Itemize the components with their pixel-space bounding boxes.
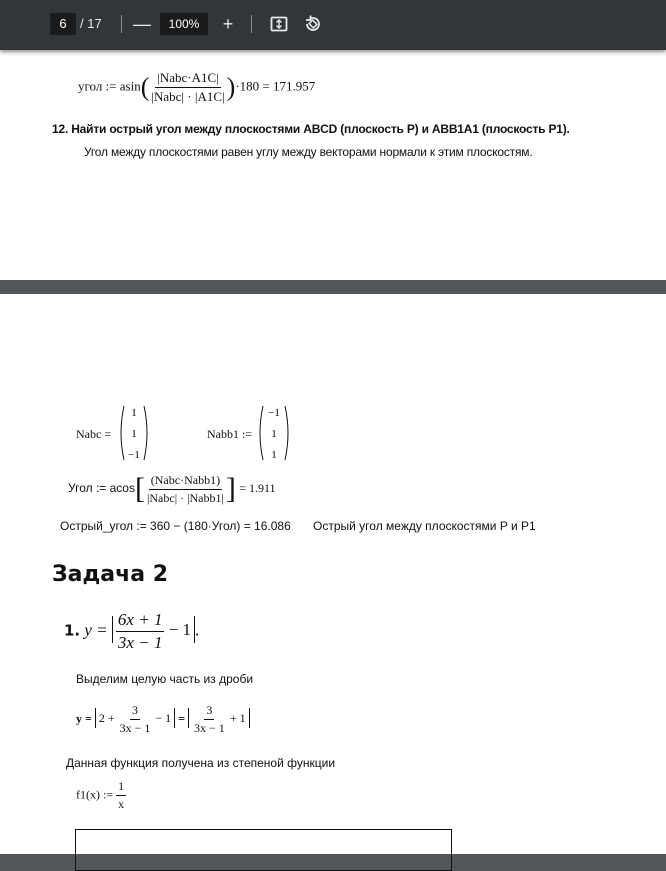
nabc-value: −1 (128, 449, 140, 461)
nabb1-value: 1 (271, 428, 277, 440)
task-12-title: 12. Найти острый угол между плоскостями ABCD (плоскость P) и ABB1A1 (плоскость P1). (52, 122, 570, 136)
ugol-result: = 1.911 (239, 481, 276, 496)
angle-prefix: угол := asin (78, 78, 141, 94)
f1-fraction (116, 779, 126, 812)
eq-abs-b (188, 703, 250, 735)
toolbar-divider (121, 15, 122, 33)
angle-numerator: |Nabc·A1C| (155, 70, 221, 88)
den-dot: · (184, 89, 195, 104)
equation-transform (76, 703, 250, 736)
ugol-prefix: Угол := acos (68, 481, 135, 496)
pdf-toolbar (0, 0, 666, 50)
problem-numerator: 6x + 1 (116, 610, 165, 632)
angle-formula (78, 70, 315, 105)
eq-fraction-a (118, 703, 153, 736)
problem-denominator: 3x − 1 (117, 633, 163, 652)
eq-numerator: 3 (204, 703, 214, 720)
f1-numerator: 1 (116, 779, 126, 796)
ugol-denominator (145, 490, 226, 506)
problem-y: y = (84, 620, 108, 640)
ugol-numerator: (Nabc·Nabb1) (149, 473, 222, 490)
bracket-right: ] (225, 472, 236, 505)
problem-abs (112, 610, 195, 652)
eq-tail: − 1 (155, 711, 172, 726)
ugol-fraction (145, 473, 226, 506)
eq-mid: = (178, 711, 186, 726)
nabc-value: 1 (131, 428, 137, 440)
ugol-formula (68, 472, 276, 506)
fit-page-button[interactable] (266, 12, 292, 36)
den-term: |A1C| (194, 89, 225, 104)
problem-fraction (116, 610, 165, 653)
plot-frame (75, 829, 452, 871)
page-number-input[interactable]: 6 (50, 13, 76, 35)
ostry-note: Острый угол между плоскостями P и P1 (313, 519, 536, 533)
page-total: / 17 (80, 16, 102, 31)
paren-left: ( (140, 72, 150, 102)
problem-tail: − 1 (168, 620, 192, 640)
den-term: |Nabc| (151, 89, 185, 104)
toolbar-divider (251, 15, 252, 33)
step-1-text: Выделим целую часть из дроби (76, 672, 254, 686)
nabb1-value: −1 (268, 407, 280, 419)
den-term: |Nabb1| (187, 490, 224, 505)
rotate-icon (303, 14, 323, 34)
angle-fraction (149, 70, 226, 105)
nabb1-matrix (256, 404, 292, 462)
zoom-level-input[interactable]: 100% (160, 13, 208, 35)
ostry-formula: Острый_угол := 360 − (180·Угол) = 16.086 (60, 519, 291, 533)
f1-definition (76, 779, 126, 812)
eq-y: y = (76, 711, 92, 726)
problem-number: 1. (64, 621, 81, 640)
problem-end: . (195, 620, 200, 640)
nabb1-label: Nabb1 := (207, 427, 253, 441)
eq-tail: + 1 (229, 711, 246, 726)
document-page (0, 42, 666, 280)
eq-abs-a (95, 703, 175, 735)
rotate-button[interactable] (300, 12, 326, 36)
f1-denominator: x (118, 797, 125, 811)
angle-denominator (149, 88, 226, 105)
nabb1-value: 1 (271, 449, 277, 461)
den-dot: · (177, 490, 188, 505)
eq-fraction-b (192, 703, 227, 736)
angle-suffix: ·180 = 171.957 (235, 78, 316, 94)
paren-right: ) (226, 72, 236, 102)
document-page (0, 294, 666, 854)
zoom-out-button[interactable]: — (133, 14, 151, 34)
nabc-value: 1 (131, 407, 137, 419)
nabc-label: Nabc = (76, 427, 112, 441)
nabc-matrix (117, 404, 151, 462)
step-2-text: Данная функция получена из степеной функции (66, 756, 336, 770)
section-heading: Задача 2 (52, 562, 169, 587)
eq-denominator: 3x − 1 (194, 721, 225, 735)
eq-numerator: 3 (130, 703, 140, 720)
f1-label: f1(x) := (76, 787, 114, 802)
fit-page-icon (270, 15, 288, 33)
den-term: |Nabc| (146, 490, 178, 505)
task-12-note: Угол между плоскостями равен углу между векторами нормали к этим плоскостям. (84, 145, 533, 159)
problem-1 (64, 610, 199, 653)
eq-denominator: 3x − 1 (119, 721, 151, 735)
zoom-in-button[interactable]: + (222, 14, 234, 34)
eq-two: 2 + (98, 711, 115, 726)
bracket-left: [ (134, 472, 145, 505)
